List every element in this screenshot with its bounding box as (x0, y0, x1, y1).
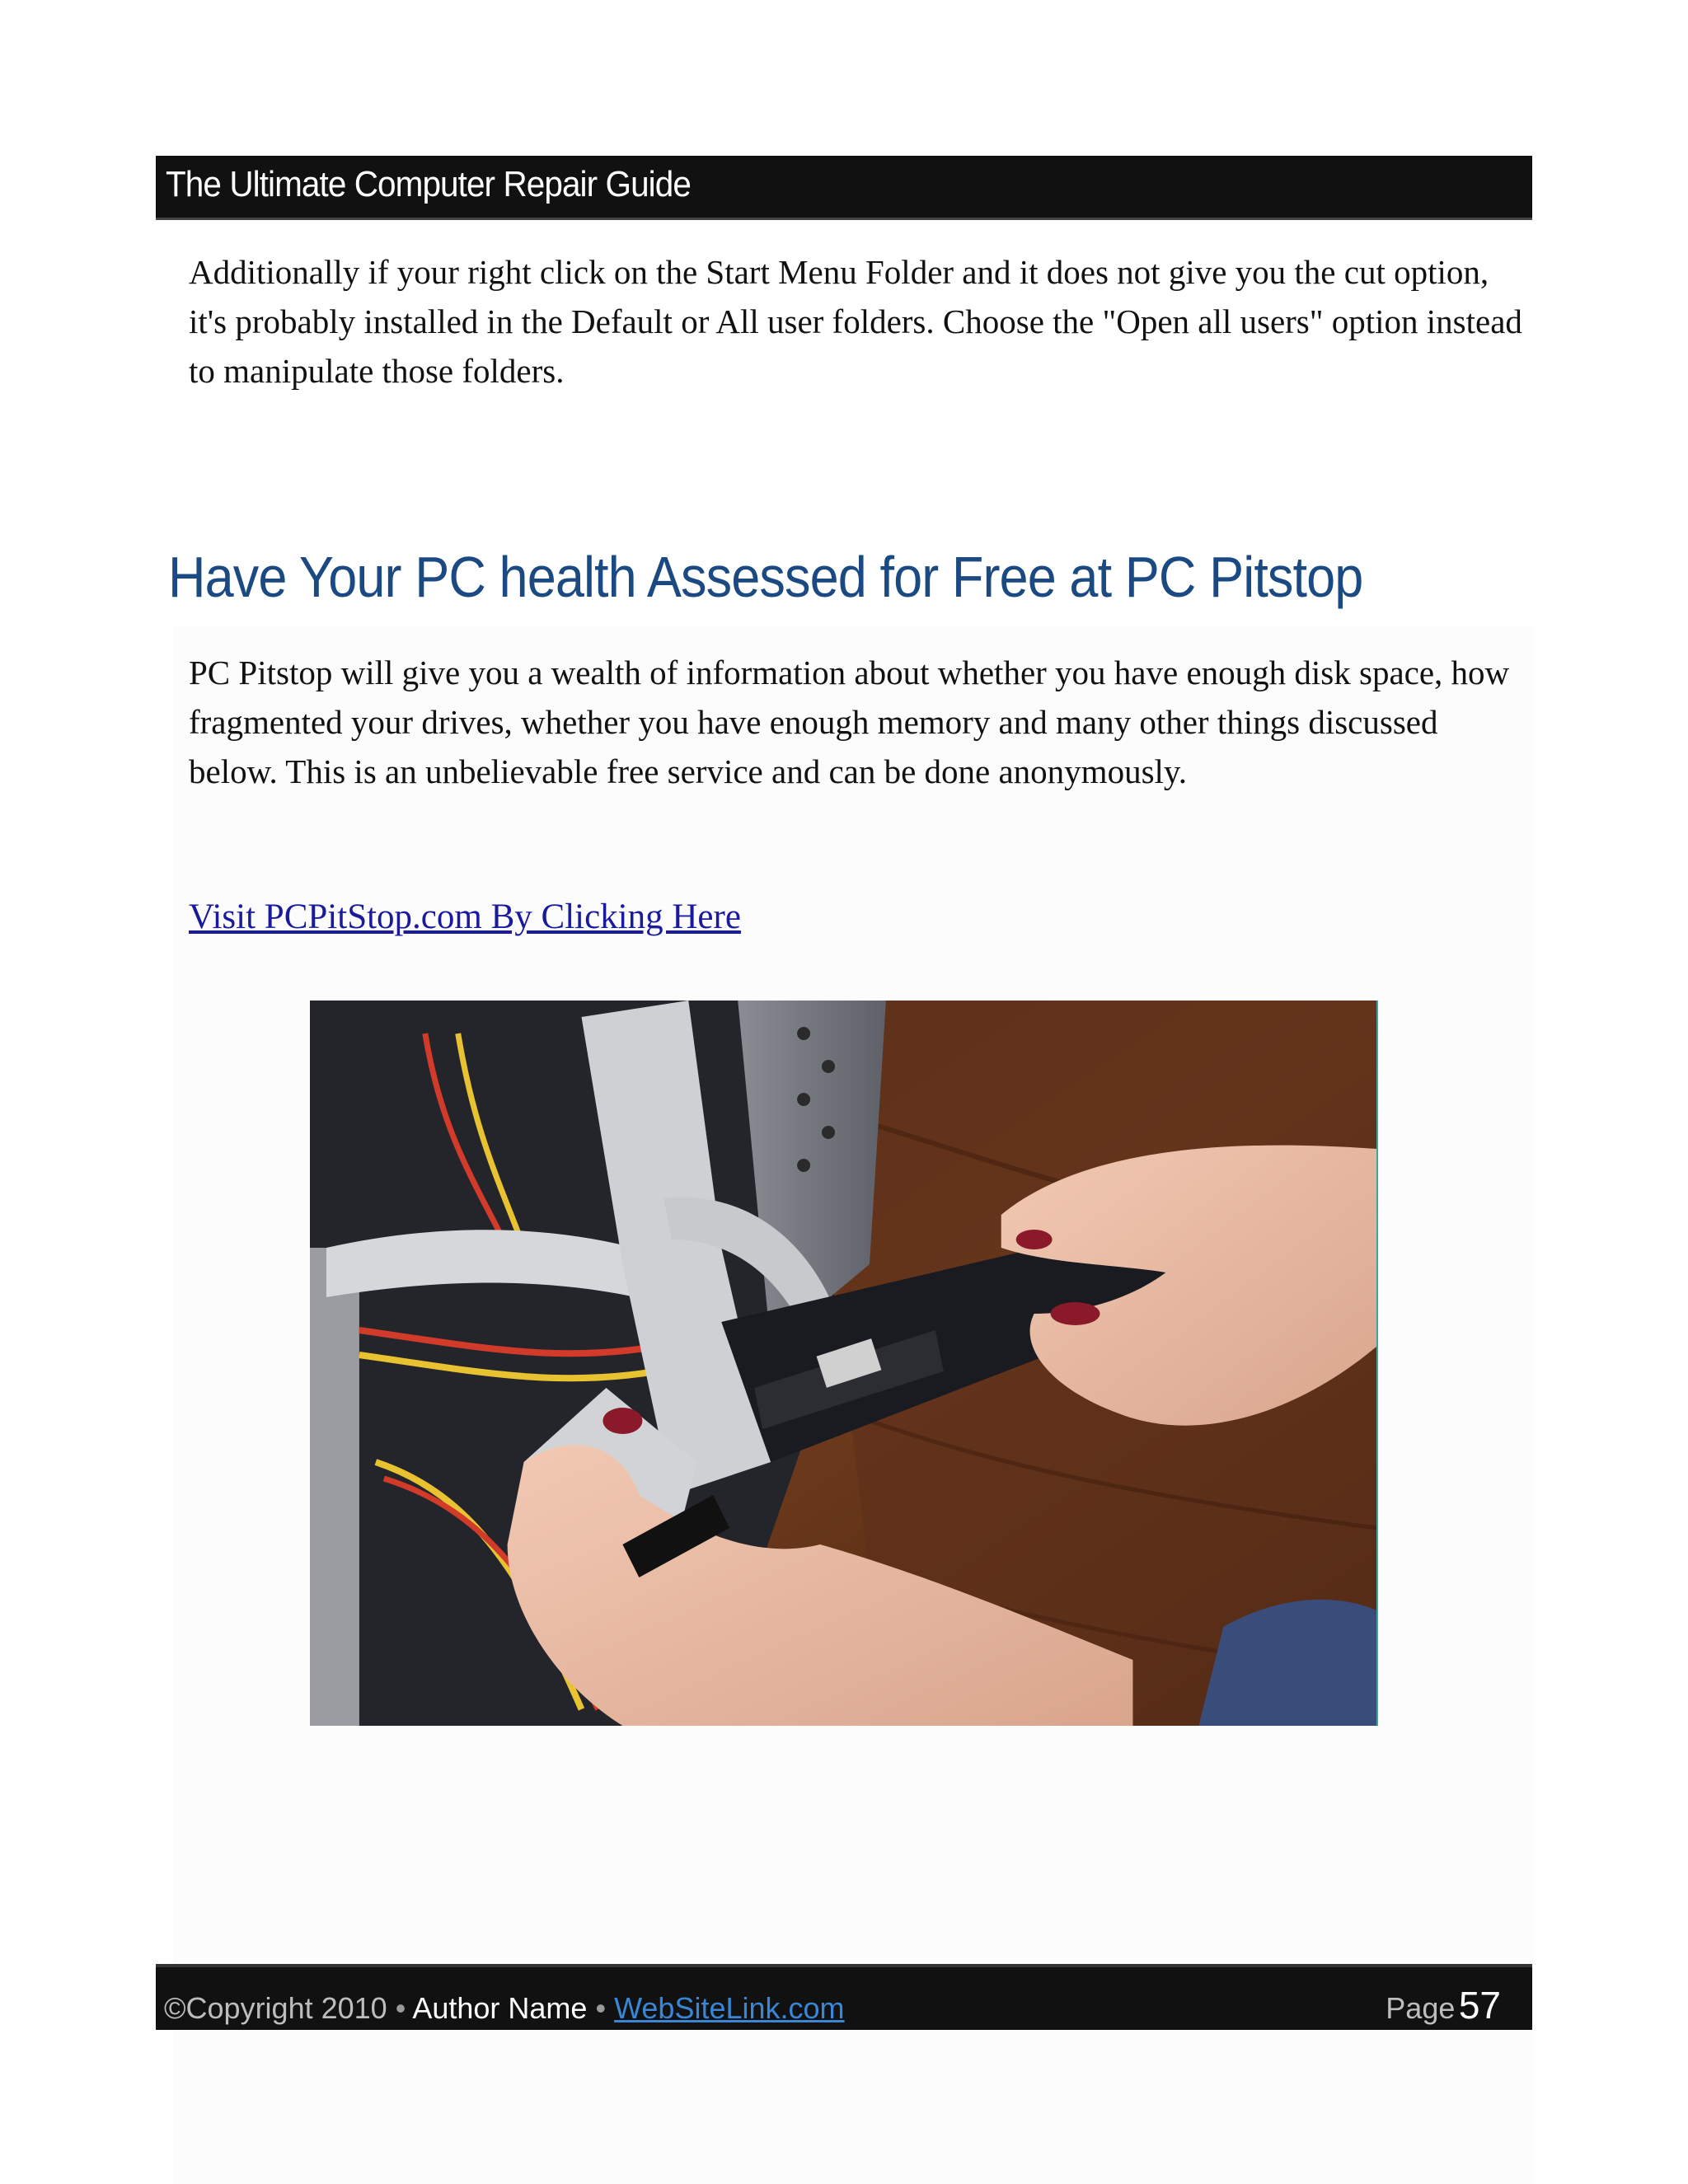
footer-separator: • (595, 1991, 607, 2025)
footer-copyright: ©Copyright 2010 (164, 1991, 387, 2025)
paragraph-start-menu: Additionally if your right click on the Start Menu Folder and it does not give you the cut option, it's probably installed in the Default or All user folders. Choose the "Open all users" option instead to manipulate those folders. (189, 253, 1522, 390)
section-heading: Have Your PC health Assessed for Free at PC Pitstop (168, 545, 1363, 609)
page-header (156, 156, 1532, 220)
footer-website-link[interactable]: WebSiteLink.com (614, 1991, 845, 2025)
document-title: The Ultimate Computer Repair Guide (166, 164, 691, 204)
page-footer (156, 1964, 1532, 2030)
visit-pcpitstop-link[interactable]: Visit PCPitStop.com By Clicking Here (189, 898, 741, 936)
paragraph-pc-pitstop: PC Pitstop will give you a wealth of information about whether you have enough disk space, how fragmented your drives, whether you have enough memory and many other things discussed below. This is an unbelievable free service and can be done anonymously. (189, 654, 1510, 790)
page-number: 57 (1458, 1984, 1501, 2027)
footer-separator: • (395, 1991, 406, 2025)
footer-author: Author Name (412, 1991, 588, 2025)
hard-drive-photo-illustration (310, 1001, 1376, 1726)
hard-drive-photo (310, 1001, 1378, 1726)
footer-info (164, 1992, 845, 2025)
page-number-block (1386, 1985, 1501, 2035)
page-label: Page (1386, 1991, 1456, 2025)
